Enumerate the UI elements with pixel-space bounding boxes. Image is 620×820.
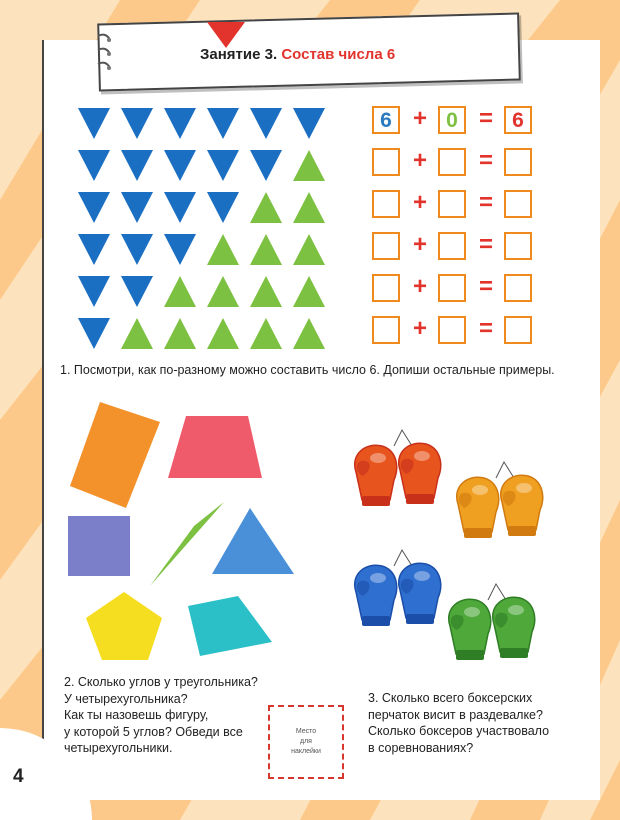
green-triangle-up [164,318,196,349]
equals-sign: = [478,147,493,174]
blue-triangle-down [121,234,153,265]
task-3-line: в соревнованиях? [368,740,474,755]
task-2-line: у которой 5 углов? Обведи все [64,724,243,739]
sticker-label-line: для [300,738,312,745]
blue-triangle-down [250,108,282,139]
answer-box[interactable] [372,190,400,218]
green-triangle-up [293,234,325,265]
lesson-title [200,46,500,63]
plus-sign: + [412,147,427,174]
plus-sign: + [412,315,427,342]
answer-box[interactable] [372,274,400,302]
answer-box[interactable] [438,274,466,302]
boxing-glove-icon [457,477,499,538]
glove-pair [449,584,535,660]
answer-box[interactable] [438,232,466,260]
sticker-placeholder[interactable] [268,705,344,779]
green-triangle-up [293,150,325,181]
shape-quadrilateral[interactable] [188,596,272,656]
glove-string [394,550,412,566]
glove-pair [355,430,441,506]
answer-box[interactable] [372,232,400,260]
blue-triangle-down [207,108,239,139]
green-triangle-up [164,276,196,307]
blue-triangle-down [164,108,196,139]
blue-triangle-down [207,150,239,181]
green-triangle-up [293,192,325,223]
blue-triangle-down [121,150,153,181]
page-number: 4 [13,766,24,787]
blue-triangle-down [121,108,153,139]
shape-pentagon[interactable] [86,592,162,660]
blue-triangle-down [207,192,239,223]
task-3-text [368,690,549,756]
boxing-glove-icon [399,563,441,624]
plus-sign: + [412,273,427,300]
glove-pair [457,462,543,538]
plus-sign: + [412,189,427,216]
glove-string [496,462,514,478]
green-triangle-up [250,318,282,349]
boxing-glove-icon [355,445,397,506]
lesson-topic: Состав числа 6 [281,46,396,63]
answer-box[interactable]: 6 [504,106,532,134]
answer-box[interactable] [438,316,466,344]
sticker-label-line: Место [295,728,317,735]
answer-box[interactable] [504,232,532,260]
blue-triangle-down [78,318,110,349]
green-triangle-up [207,234,239,265]
glove-string [488,584,506,600]
task-3-line: Сколько боксеров участвовало [368,724,550,738]
task-2-line: Как ты назовешь фигуру, [64,708,209,722]
green-triangle-up [250,234,282,265]
boxing-glove-icon [399,443,441,504]
green-triangle-up [121,318,153,349]
task-1-text: 1. Посмотри, как по-разному можно составить число 6. Допиши остальные примеры. [60,363,555,377]
lesson-label: Занятие 3. [200,46,278,63]
task-2-text [64,674,258,757]
blue-triangle-down [78,150,110,181]
geometric-shapes [60,396,300,666]
green-triangle-up [250,276,282,307]
boxing-glove-icon [449,599,491,660]
equals-sign: = [478,231,493,258]
blue-triangle-down [121,276,153,307]
answer-box[interactable] [504,274,532,302]
task-2-line: У четырехугольника? [64,691,188,706]
red-bookmark-tab [207,22,245,48]
equals-sign: = [478,105,493,132]
green-triangle-up [293,318,325,349]
shape-triangle[interactable] [212,508,294,574]
blue-triangle-down [121,192,153,223]
boxing-glove-icon [493,597,535,658]
answer-box[interactable] [438,148,466,176]
task-2-line: четырехугольники. [64,741,173,755]
blue-triangle-down [164,150,196,181]
equals-sign: = [478,273,493,300]
blue-triangle-down [250,150,282,181]
shape-trapezoid[interactable] [168,416,262,478]
answer-box[interactable] [504,148,532,176]
blue-triangle-down [164,234,196,265]
blue-triangle-down [78,276,110,307]
blue-triangle-down [293,108,325,139]
answer-box[interactable] [372,148,400,176]
answer-box[interactable] [504,316,532,344]
green-triangle-up [207,276,239,307]
sticker-label-line: наклейки [291,748,321,755]
task-2-line: 2. Сколько углов у треугольника? [64,675,258,689]
boxing-glove-icon [501,475,543,536]
boxing-glove-icon [355,565,397,626]
plus-sign: + [412,231,427,258]
shape-rhombus[interactable] [70,402,160,508]
task-3-line: перчаток висит в раздевалке? [368,707,543,722]
answer-box[interactable] [504,190,532,218]
shape-square[interactable] [68,516,130,576]
spiral-binding-icon [94,30,116,80]
glove-pair [355,550,441,626]
answer-box[interactable]: 0 [438,106,466,134]
boxing-gloves-illustration [340,420,570,680]
answer-box[interactable] [438,190,466,218]
plus-sign: + [412,105,427,132]
task-3-line: 3. Сколько всего боксерских [368,691,533,705]
equals-sign: = [478,189,493,216]
blue-triangle-down [164,192,196,223]
green-triangle-up [293,276,325,307]
blue-triangle-down [78,234,110,265]
answer-box[interactable]: 6 [372,106,400,134]
blue-triangle-down [78,108,110,139]
answer-box[interactable] [372,316,400,344]
green-triangle-up [250,192,282,223]
blue-triangle-down [78,192,110,223]
glove-string [394,430,412,446]
sticker-label [291,727,321,757]
green-triangle-up [207,318,239,349]
triangle-grid [72,104,334,354]
equals-sign: = [478,315,493,342]
